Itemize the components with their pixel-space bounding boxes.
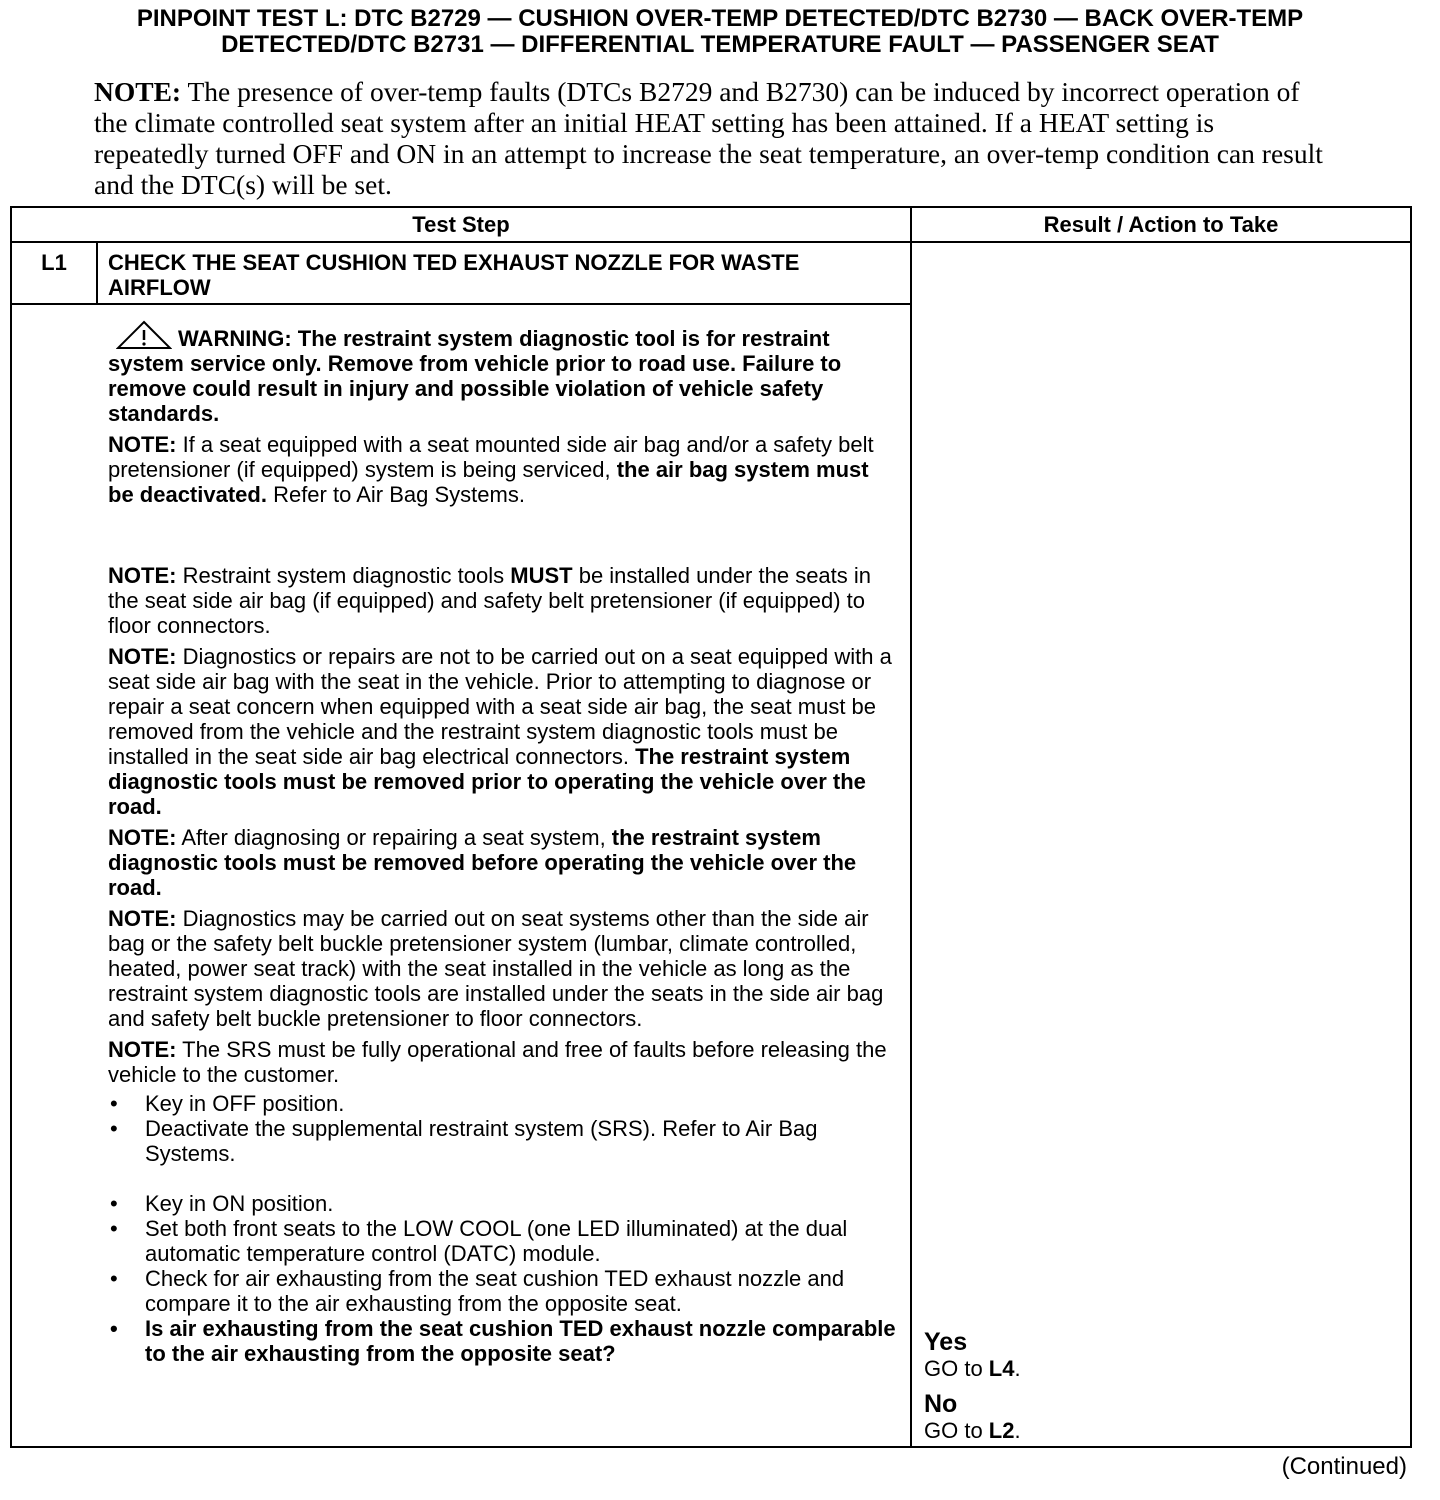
note-label: NOTE: — [108, 1037, 177, 1062]
list-item: • Set both front seats to the LOW COOL (one LED illuminated) at the dual automatic temperature control (DATC) module. — [108, 1216, 898, 1266]
result-yes-label: Yes — [924, 1328, 968, 1356]
note-emphasis: the air bag system must be deactivated. — [108, 457, 869, 507]
step-body — [108, 320, 898, 1366]
period: . — [1014, 1418, 1021, 1443]
goto-text: GO to — [924, 1418, 989, 1443]
result-yes — [924, 1329, 1404, 1381]
note-label: NOTE: — [108, 825, 177, 850]
note-label: NOTE: — [108, 563, 177, 588]
note-text: After diagnosing or repairing a seat system, — [176, 825, 612, 850]
list-item: • Key in ON position. — [108, 1191, 898, 1216]
note-diagnostics-removed-seat — [108, 644, 898, 819]
title-line-1: PINPOINT TEST L: DTC B2729 — CUSHION OVER-TEMP DETECTED/DTC B2730 — BACK OVER-TEMP — [136, 5, 1304, 32]
warning-block — [108, 320, 898, 426]
note-emphasis: the restraint system diagnostic tools must be removed before operating the vehicle over the road. — [108, 825, 857, 900]
warning-triangle-icon — [116, 320, 172, 350]
note-after-repair — [108, 825, 898, 900]
goto-text: GO to — [924, 1356, 989, 1381]
list-item: • Check for air exhausting from the seat cushion TED exhaust nozzle and compare it to the air exhausting from the opposite seat. — [108, 1266, 898, 1316]
note-label: NOTE: — [108, 906, 177, 931]
note-label: NOTE: — [108, 432, 177, 457]
period: . — [1014, 1356, 1021, 1381]
intro-note-label: NOTE: — [94, 76, 182, 107]
continued-label: (Continued) — [1281, 1453, 1407, 1480]
result-no-action — [924, 1418, 1404, 1443]
note-text: Diagnostics or repairs are not to be carried out on a seat equipped with a seat side air bag with the seat in the vehicle. Prior to attempting to diagnose or repair a seat concern when equipped with a seat side air bag, the seat must be removed from the vehicle and the restraint system diagnostic tools must be installed in the seat side air bag electrical connectors. — [108, 644, 892, 769]
note-emphasis: MUST — [510, 563, 573, 588]
step-title-divider — [12, 303, 912, 305]
note-text: If a seat equipped with a seat mounted side air bag and/or a safety belt pretensioner (if equipped) system is being serviced, — [108, 432, 874, 482]
header-result-action: Result / Action to Take — [1043, 212, 1279, 237]
note-text: be installed under the seats in the seat side air bag (if equipped) and safety belt pretensioner (if equipped) to floor connectors. — [108, 563, 872, 638]
goto-step-link[interactable]: L2 — [988, 1418, 1015, 1443]
intro-note-text: The presence of over-temp faults (DTCs B2729 and B2730) can be induced by incorrect operation of the climate controlled seat system after an initial HEAT setting has been attained. If a HEAT setting is repeatedly turned OFF and ON in an attempt to increase the seat temperature, an over-temp condition can result and the DTC(s) will be set. — [94, 76, 1323, 200]
note-text: Restraint system diagnostic tools — [176, 563, 511, 588]
header-test-step: Test Step — [412, 212, 510, 237]
result-no — [924, 1391, 1404, 1443]
column-divider — [910, 208, 912, 1446]
intro-note — [94, 76, 1334, 200]
list-item: • Key in OFF position. — [108, 1091, 898, 1116]
step-id-divider — [96, 243, 98, 304]
step-question: • Is air exhausting from the seat cushion TED exhaust nozzle comparable to the air exhausting from the opposite seat? — [108, 1316, 898, 1366]
procedure-list-2 — [108, 1191, 898, 1366]
result-yes-action — [924, 1356, 1404, 1381]
note-srs-operational — [108, 1037, 898, 1087]
goto-step-link[interactable]: L4 — [988, 1356, 1015, 1381]
note-text: Refer to Air Bag Systems. — [266, 482, 525, 507]
result-no-label: No — [924, 1390, 958, 1418]
warning-text: WARNING: The restraint system diagnostic tool is for restraint system service only. Remove from vehicle prior to road use. Failure to remove could result in injury and possible violation of vehicle safety standards. — [108, 326, 842, 426]
note-label: NOTE: — [108, 644, 177, 669]
note-tools-installed — [108, 563, 898, 638]
note-emphasis: The restraint system diagnostic tools must be removed prior to operating the vehicle over the road. — [108, 744, 866, 819]
list-item: • Deactivate the supplemental restraint system (SRS). Refer to Air Bag Systems. — [108, 1116, 898, 1166]
step-title: CHECK THE SEAT CUSHION TED EXHAUST NOZZLE FOR WASTE AIRFLOW — [108, 250, 800, 300]
title-line-2: DETECTED/DTC B2731 — DIFFERENTIAL TEMPERATURE FAULT — PASSENGER SEAT — [221, 31, 1219, 58]
page-title — [0, 6, 1440, 58]
procedure-list-1 — [108, 1091, 898, 1166]
note-text: Diagnostics may be carried out on seat systems other than the side air bag or the safety belt buckle pretensioner system (lumbar, climate controlled, heated, power seat track) with the seat installed in the vehicle as long as the restraint system diagnostic tools are installed under the seats in the side air bag and safety belt buckle pretensioner to floor connectors. — [108, 906, 884, 1031]
note-airbag-deactivate — [108, 432, 898, 507]
step-id: L1 — [41, 250, 67, 275]
note-other-systems — [108, 906, 898, 1031]
pinpoint-table — [10, 206, 1412, 1448]
note-text: The SRS must be fully operational and free of faults before releasing the vehicle to the customer. — [108, 1037, 887, 1087]
